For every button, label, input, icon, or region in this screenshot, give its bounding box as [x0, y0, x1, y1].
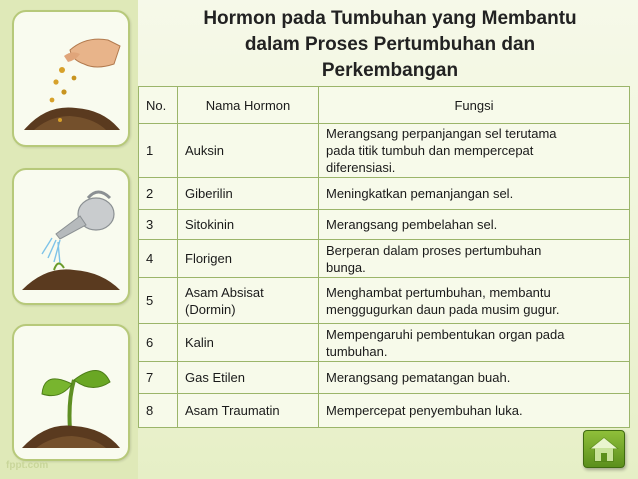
- home-icon: [584, 431, 624, 467]
- home-button[interactable]: [583, 430, 625, 468]
- table-row: [139, 124, 630, 178]
- cell-fungsi-line: diferensiasi.: [326, 160, 396, 175]
- cell-fungsi: [319, 240, 630, 278]
- cell-fungsi-line: Merangsang pembelahan sel.: [326, 217, 498, 232]
- cell-fungsi-line: Merangsang pematangan buah.: [326, 370, 511, 385]
- cell-nama-hormon: Florigen: [178, 240, 319, 278]
- cell-fungsi-line: bunga.: [326, 259, 366, 275]
- hormone-table: [138, 86, 630, 428]
- cell-nama-line: (Dormin): [185, 301, 236, 317]
- title-line-3: Perkembangan: [321, 60, 459, 81]
- cell-fungsi-line: menggugurkan daun pada musim gugur.: [326, 301, 560, 317]
- cell-fungsi-line: Berperan dalam proses pertumbuhan: [326, 242, 542, 258]
- cell-fungsi: [319, 178, 630, 210]
- sidebar-card-sprout: [12, 324, 130, 461]
- cell-fungsi: [319, 362, 630, 394]
- page-title: [140, 6, 638, 84]
- brand-label: fppt.com: [6, 460, 49, 471]
- cell-nama-hormon: Sitokinin: [178, 210, 319, 240]
- cell-no: 2: [139, 178, 178, 210]
- title-line-1: Hormon pada Tumbuhan yang Membantu: [203, 8, 577, 29]
- table-body: [139, 124, 630, 428]
- cell-fungsi-line: tumbuhan.: [326, 343, 388, 359]
- cell-no: 5: [139, 278, 178, 324]
- table-row: [139, 394, 630, 428]
- sidebar: [0, 0, 138, 479]
- cell-fungsi: [319, 210, 630, 240]
- watering-can-icon: [14, 170, 128, 303]
- table-row: [139, 324, 630, 362]
- header-nama-hormon: Nama Hormon: [178, 87, 319, 124]
- table-row: [139, 362, 630, 394]
- hand-sowing-seeds-icon: [14, 12, 128, 145]
- cell-fungsi-line: Merangsang perpanjangan sel terutama: [326, 126, 557, 141]
- cell-fungsi-line: Mempercepat penyembuhan luka.: [326, 403, 523, 418]
- cell-fungsi: [319, 124, 630, 178]
- sprout-icon: [14, 326, 128, 459]
- table-row: [139, 210, 630, 240]
- cell-no: 1: [139, 124, 178, 178]
- table-row: [139, 178, 630, 210]
- cell-no: 4: [139, 240, 178, 278]
- sidebar-card-sowing: [12, 10, 130, 147]
- title-line-2: dalam Proses Pertumbuhan dan: [244, 34, 536, 55]
- cell-fungsi: [319, 394, 630, 428]
- cell-nama-hormon: Gas Etilen: [178, 362, 319, 394]
- cell-nama-hormon: [178, 278, 319, 324]
- cell-nama-hormon: Giberilin: [178, 178, 319, 210]
- header-fungsi: Fungsi: [319, 87, 630, 124]
- cell-fungsi: [319, 324, 630, 362]
- cell-nama-hormon: Asam Traumatin: [178, 394, 319, 428]
- cell-no: 8: [139, 394, 178, 428]
- cell-fungsi-line: Meningkatkan pemanjangan sel.: [326, 186, 514, 201]
- cell-fungsi: [319, 278, 630, 324]
- header-no: No.: [139, 87, 178, 124]
- cell-fungsi-line: pada titik tumbuh dan mempercepat: [326, 143, 534, 158]
- cell-nama-hormon: Auksin: [178, 124, 319, 178]
- cell-no: 3: [139, 210, 178, 240]
- cell-nama-line: Asam Absisat: [185, 284, 264, 300]
- cell-fungsi-line: Mempengaruhi pembentukan organ pada: [326, 326, 565, 342]
- sidebar-card-watering: [12, 168, 130, 305]
- cell-no: 6: [139, 324, 178, 362]
- cell-no: 7: [139, 362, 178, 394]
- table-row: [139, 240, 630, 278]
- cell-fungsi-line: Menghambat pertumbuhan, membantu: [326, 284, 551, 300]
- table-row: [139, 278, 630, 324]
- cell-nama-hormon: Kalin: [178, 324, 319, 362]
- table-header-row: [139, 87, 630, 124]
